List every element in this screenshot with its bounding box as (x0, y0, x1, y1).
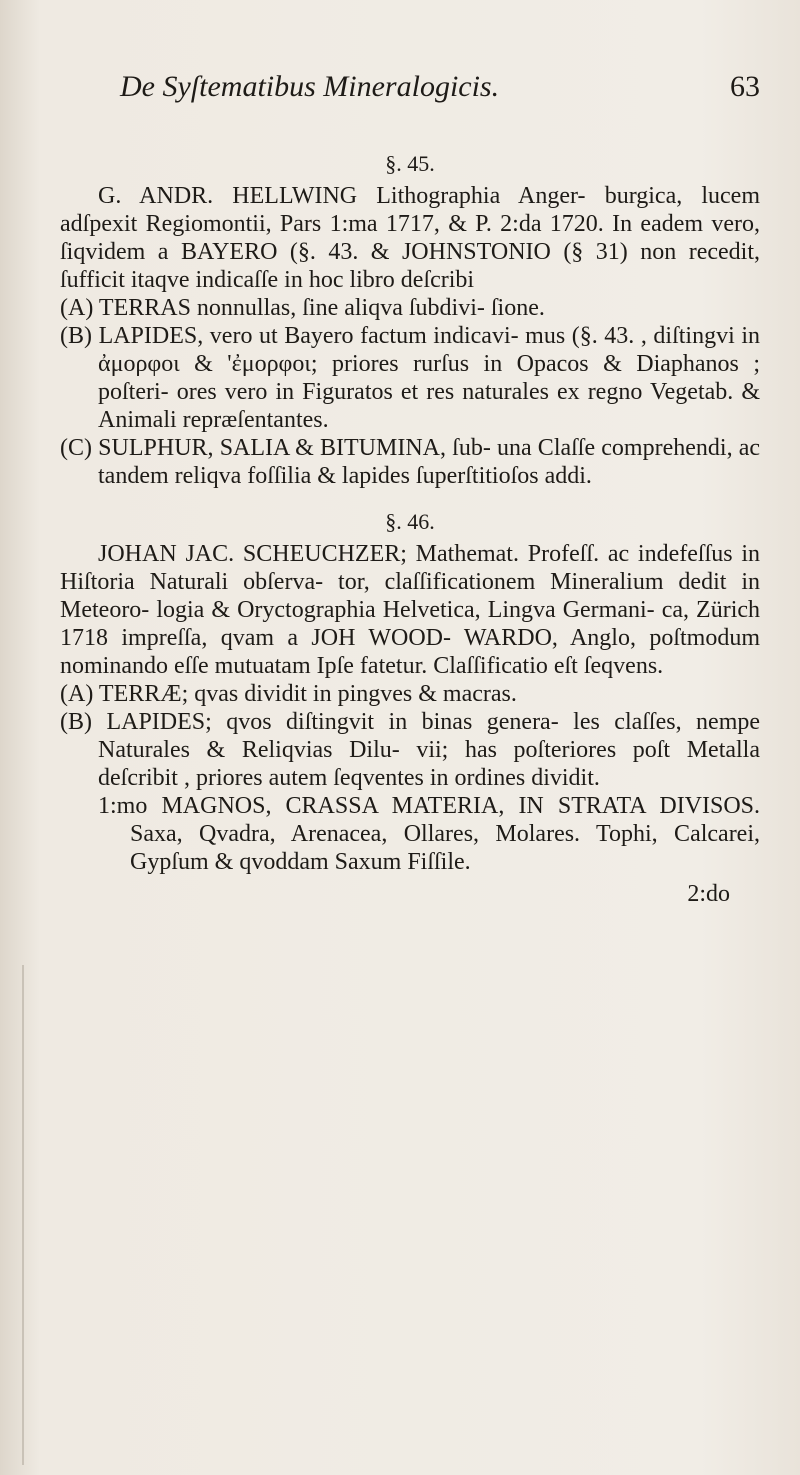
text-line: JOHAN JAC. SCHEUCHZER; Mathemat. (98, 541, 519, 567)
text-line: mutuatam Ipſe fatetur. Claſſificatio eſt ſeqvens. (214, 653, 664, 679)
list-item-b (60, 708, 760, 792)
catchword: 2:do (687, 881, 730, 907)
text-line: priores autem ſeqventes in ordines dividit. (195, 765, 600, 791)
text-line: TERRÆ; qvas dividit in pingves & (98, 681, 437, 707)
text-line: non recedit, ſufficit itaqve indicaſſe in hoc libro (60, 239, 761, 293)
section-heading-46: §. 46. (385, 509, 435, 534)
text-line: LAPIDES, vero ut Bayero factum indicavi- (98, 323, 519, 349)
text-line: Arenacea, Ollares, Molares. Tophi, Calcarei, (290, 821, 761, 847)
text-line: TERRAS nonnullas, ſine aliqva ſubdivi- (98, 295, 485, 321)
item-label: 1:mo (98, 793, 148, 819)
text-line: tor, claſſificationem Mineralium dedit in Meteoro- (60, 569, 760, 623)
text-line: BAYERO (§. 43. & JOHNSTONIO (§ 31) (180, 239, 628, 265)
text-line: les claſſes, nempe Naturales & Reliqvias Dilu- (98, 709, 761, 763)
running-title: De Syſtematibus Mineralogicis. (120, 70, 500, 103)
list-item-a (60, 680, 760, 708)
list-item-c (60, 434, 760, 490)
text-line: ca, Zürich 1718 impreſſa, qvam a JOH WOOD- (60, 597, 761, 651)
binding-shadow-line (22, 965, 24, 1465)
text-line: WARDO, Anglo, poſtmodum nominando eſſe (60, 625, 760, 679)
text-line: una Claſſe comprehendi, ac tandem reliqva (98, 435, 761, 489)
item-label: (B) (60, 323, 92, 349)
text-line: macras. (442, 681, 517, 707)
text-line: mus (§. 43. , diſtingvi in ἀμορφοι & 'ἐμορφοι; (98, 323, 760, 377)
list-item-b (60, 322, 760, 434)
text-line: SULPHUR, SALIA & BITUMINA, ſub- (98, 435, 491, 461)
paragraph-hellwing (60, 182, 760, 294)
text-line: burgica, lucem adſpexit Regiomontii, Pars 1:ma 1717, (60, 183, 760, 237)
page-number: 63 (730, 70, 760, 103)
item-label: (B) (60, 709, 92, 735)
text-line: MAGNOS, CRASSA MATERIA, (161, 793, 505, 819)
text-line: logia & Oryctographia Helvetica, Lingva Germani- (156, 597, 655, 623)
text-line: Profeſſ. ac indefeſſus in Hiſtoria Naturali obſerva- (60, 541, 761, 595)
text-line: vii; has poſteriores poſt Metalla deſcribit , (98, 737, 760, 791)
text-line: IN STRATA DIVISOS. Saxa, Qvadra, (130, 793, 761, 847)
text-line: foſſilia & lapides ſuperſtitioſos addi. (247, 463, 592, 489)
item-label: (A) (60, 681, 94, 707)
text-line: G. ANDR. HELLWING Lithographia Anger- (98, 183, 586, 209)
text-line: & P. 2:da 1720. In eadem vero, ſiqvidem a (60, 211, 760, 265)
text-line: Vegetab. & Animali repræſentantes. (98, 379, 760, 433)
text-line: deſcribi (400, 267, 475, 293)
text-line: LAPIDES; qvos diſtingvit in binas genera- (106, 709, 559, 735)
page-body (60, 150, 760, 908)
paragraph-scheuchzer (60, 540, 760, 680)
sub-item-1mo (60, 792, 760, 876)
item-label: (A) (60, 295, 94, 321)
section-heading-45: §. 45. (385, 151, 435, 176)
text-line: Gypſum & qvoddam Saxum Fiſſile. (130, 849, 471, 875)
item-label: (C) (60, 435, 92, 461)
text-line: priores rurſus in Opacos & Diaphanos ; poſteri- (98, 351, 761, 405)
list-item-a (60, 294, 760, 322)
text-line: ſione. (490, 295, 545, 321)
text-line: ores vero in Figuratos et res naturales ex regno (176, 379, 643, 405)
running-header (120, 70, 760, 110)
